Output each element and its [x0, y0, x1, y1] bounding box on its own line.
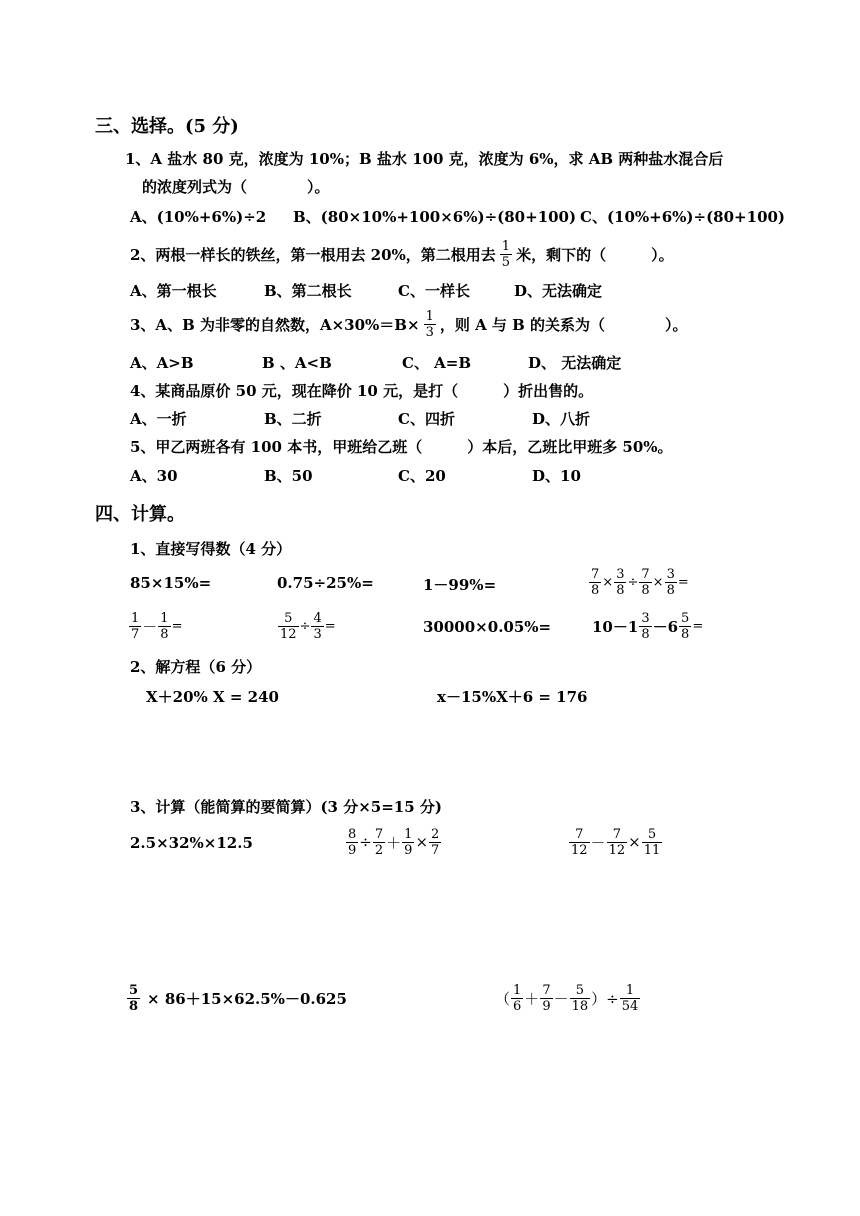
denominator: 54	[621, 998, 639, 1014]
q5-text: 5、甲乙两班各有 100 本书，甲班给乙班（ ）本后，乙班比甲班多 50%。	[130, 438, 673, 456]
numerator: 7	[374, 826, 384, 842]
fraction	[620, 983, 641, 1014]
numerator: 8	[348, 826, 357, 842]
q4-option-b: B、二折	[264, 410, 322, 428]
numerator: 1	[131, 610, 140, 626]
denominator: 7	[431, 842, 440, 858]
q1-option-b: B、(80×10%+100×6%)÷(80+100)	[293, 208, 577, 226]
denominator: 8	[681, 626, 690, 642]
q5-option-a: A、30	[130, 467, 178, 485]
p3-calc-1: 2.5×32%×12.5	[130, 834, 253, 852]
fraction	[665, 567, 677, 598]
p3-calc-4	[126, 976, 347, 1020]
equals-sign: =	[677, 574, 689, 590]
operator: －	[553, 989, 569, 1008]
fraction	[642, 827, 663, 858]
fraction	[511, 983, 523, 1014]
numerator: 5	[681, 610, 690, 626]
numerator: 3	[666, 566, 675, 582]
numerator: 3	[616, 566, 625, 582]
section-3-title: 三、选择。(5 分)	[95, 116, 239, 137]
operator: ＋	[386, 833, 402, 852]
p1-title: 1、直接写得数（4 分）	[130, 540, 292, 558]
numerator: 5	[642, 827, 663, 843]
q2-fraction	[500, 239, 512, 270]
p1-expr-1: 85×15%=	[130, 574, 212, 592]
q2-option-c: C、一样长	[398, 282, 470, 300]
q2-option-d: D、无法确定	[514, 282, 603, 300]
p3-calc-2	[345, 820, 442, 864]
p2-equation-1: X＋20% X = 240	[146, 688, 279, 706]
numerator: 7	[569, 827, 590, 843]
denominator: 8	[591, 582, 600, 598]
denominator: 3	[313, 626, 322, 642]
q3-text-pre: 3、A、B 为非零的自然数，A×30%＝B×	[130, 315, 420, 334]
fraction	[569, 827, 590, 858]
numerator: 7	[607, 827, 628, 843]
q3-option-c: C、 A=B	[402, 354, 472, 372]
expression-text: 10－1	[592, 617, 639, 636]
p2-equation-2: x－15%X＋6 = 176	[437, 688, 588, 706]
fraction	[373, 827, 385, 858]
denominator: 12	[608, 842, 626, 858]
q4-option-d: D、八折	[532, 410, 591, 428]
fraction	[639, 567, 651, 598]
q2-text-post: 米，剩下的（ ）。	[516, 245, 674, 264]
close-paren-divide: ）÷	[591, 989, 619, 1008]
fraction	[429, 827, 441, 858]
p3-title: 3、计算（能简算的要简算）(3 分×5=15 分)	[130, 798, 442, 816]
denominator: 8	[616, 582, 625, 598]
numerator: 4	[313, 610, 322, 626]
fraction	[639, 611, 651, 642]
fraction	[311, 611, 323, 642]
q3-option-b: B 、A<B	[262, 354, 332, 372]
q4-text: 4、某商品原价 50 元，现在降价 10 元，是打（ ）折出售的。	[130, 382, 594, 400]
p1-expr-7: 30000×0.05%=	[423, 618, 552, 636]
q2-option-a: A、第一根长	[130, 282, 217, 300]
fraction	[346, 827, 358, 858]
q3-fraction	[424, 309, 436, 340]
numerator: 7	[641, 566, 650, 582]
numerator: 1	[620, 983, 641, 999]
denominator: 9	[404, 842, 413, 858]
fraction	[540, 983, 552, 1014]
q1-option-c: C、(10%+6%)÷(80+100)	[580, 208, 786, 226]
q5-option-c: C、20	[398, 467, 446, 485]
operator: ÷	[627, 574, 639, 590]
numerator: 7	[542, 982, 551, 998]
p3-calc-3	[568, 820, 663, 864]
numerator: 1	[513, 982, 522, 998]
fraction	[679, 611, 691, 642]
numerator: 3	[641, 610, 650, 626]
q1-line2: 的浓度列式为（ ）。	[142, 178, 330, 196]
q1-line1: 1、A 盐水 80 克，浓度为 10%；B 盐水 100 克，浓度为 6%，求 AB 两种盐水混合后	[125, 150, 724, 168]
q1-option-a: A、(10%+6%)÷2	[130, 208, 267, 226]
fraction	[158, 611, 170, 642]
operator: ×	[652, 574, 664, 590]
denominator: 2	[374, 842, 384, 858]
operator: ÷	[299, 618, 311, 634]
operator: －	[142, 617, 158, 636]
denominator: 12	[571, 842, 588, 858]
fraction	[589, 567, 601, 598]
q4-option-c: C、四折	[398, 410, 455, 428]
numerator: 5	[570, 983, 591, 999]
q2-frac-den: 5	[501, 254, 511, 270]
q5-option-b: B、50	[264, 467, 313, 485]
q3-frac-num: 1	[425, 308, 434, 324]
denominator: 7	[131, 626, 140, 642]
expression-text: × 86＋15×62.5%－0.625	[147, 989, 347, 1008]
denominator: 11	[643, 842, 661, 858]
p2-title: 2、解方程（6 分）	[130, 658, 262, 676]
fraction	[570, 983, 591, 1014]
q3-text-post: ，则 A 与 B 的关系为（ ）。	[439, 315, 688, 334]
p3-calc-5	[495, 976, 641, 1020]
q3-frac-den: 3	[425, 324, 434, 340]
p1-expr-3: 1－99%=	[423, 576, 497, 594]
fraction	[614, 567, 626, 598]
section-4-title: 四、计算。	[95, 504, 185, 525]
p1-expr-2: 0.75÷25%=	[277, 574, 374, 592]
numerator: 5	[278, 611, 299, 627]
operator: －6	[652, 617, 679, 636]
q3-option-a: A、A>B	[130, 354, 194, 372]
denominator: 8	[129, 998, 139, 1014]
numerator: 2	[431, 826, 440, 842]
q2-text-pre: 2、两根一样长的铁丝，第一根用去 20%，第二根用去	[130, 245, 496, 264]
p1-expr-8	[592, 606, 703, 646]
fraction	[278, 611, 299, 642]
denominator: 18	[571, 998, 589, 1014]
numerator: 5	[129, 982, 139, 998]
q2-option-b: B、第二根长	[264, 282, 352, 300]
denominator: 12	[280, 626, 297, 642]
q3-line	[130, 302, 688, 346]
q3-option-d: D、 无法确定	[528, 354, 622, 372]
denominator: 9	[348, 842, 357, 858]
operator: ÷	[359, 833, 372, 851]
q2-frac-num: 1	[501, 238, 511, 254]
denominator: 8	[160, 626, 169, 642]
fraction	[402, 827, 414, 858]
p1-expr-4	[588, 562, 689, 602]
p1-expr-5	[128, 606, 182, 646]
denominator: 8	[666, 582, 675, 598]
denominator: 8	[641, 582, 650, 598]
operator: ×	[415, 833, 429, 851]
operator: －	[590, 833, 606, 852]
fraction	[607, 827, 628, 858]
equals-sign: =	[692, 618, 704, 634]
numerator: 1	[160, 610, 169, 626]
q4-option-a: A、一折	[130, 410, 187, 428]
denominator: 9	[542, 998, 551, 1014]
equals-sign: =	[324, 618, 336, 634]
p1-expr-6	[277, 606, 336, 646]
operator: ×	[628, 833, 641, 851]
numerator: 1	[404, 826, 413, 842]
fraction	[129, 611, 141, 642]
denominator: 8	[641, 626, 650, 642]
numerator: 7	[591, 566, 600, 582]
operator: ＋	[524, 989, 540, 1008]
equals-sign: =	[171, 618, 183, 634]
q5-option-d: D、10	[532, 467, 581, 485]
denominator: 6	[513, 998, 522, 1014]
fraction	[127, 983, 140, 1014]
q2-line	[130, 232, 674, 276]
operator: ×	[602, 574, 614, 590]
open-paren: （	[495, 989, 511, 1008]
